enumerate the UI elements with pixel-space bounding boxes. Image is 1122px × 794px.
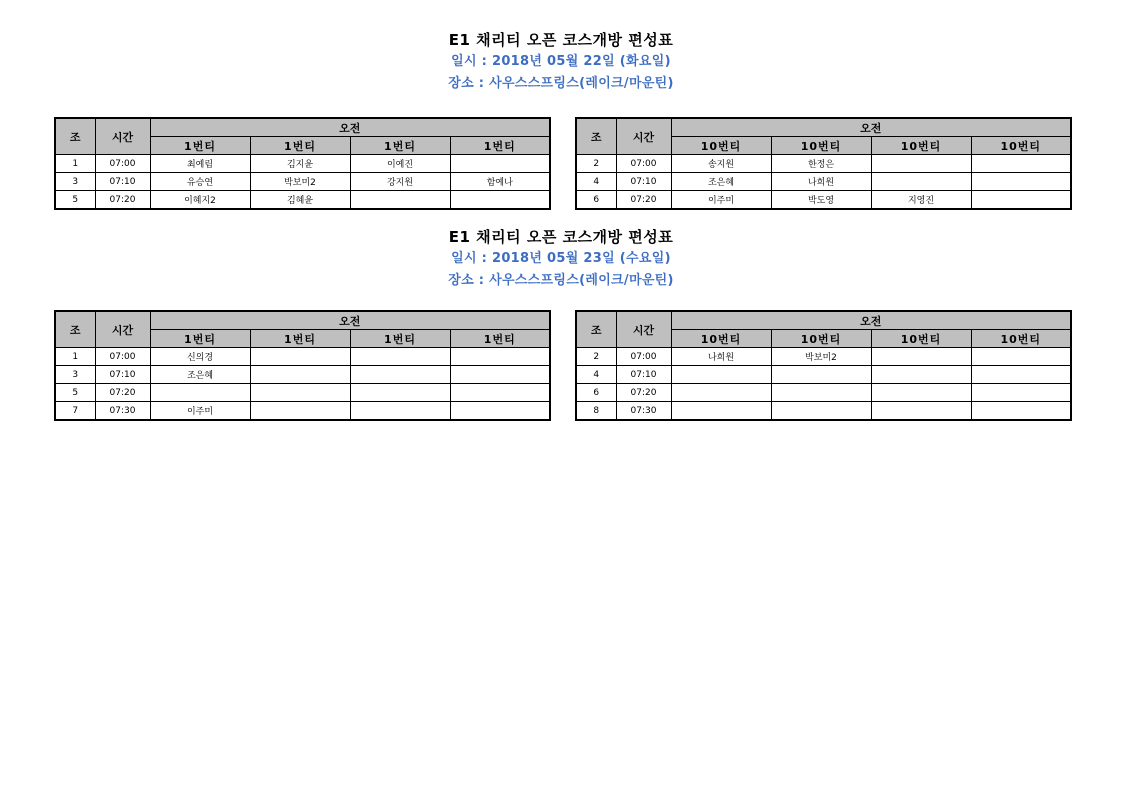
header-session: 오전 [150, 118, 550, 137]
player-cell: 지영진 [871, 191, 971, 210]
table-row [55, 402, 550, 421]
player-cell: 송지원 [671, 155, 771, 173]
group-number-cell: 2 [576, 155, 616, 173]
player-cell [871, 173, 971, 191]
header-time: 시간 [95, 118, 150, 155]
header-tee: 1번티 [150, 137, 250, 155]
player-cell [450, 366, 550, 384]
header-tee: 10번티 [671, 137, 771, 155]
tee-time-cell: 07:00 [616, 155, 671, 173]
table-row [576, 366, 1071, 384]
header-group: 조 [55, 311, 95, 348]
table-row [576, 348, 1071, 366]
player-cell [871, 155, 971, 173]
schedule-table-left [54, 117, 551, 210]
header-time: 시간 [616, 118, 671, 155]
table-row [55, 348, 550, 366]
header-tee: 1번티 [250, 137, 350, 155]
player-cell [450, 191, 550, 210]
player-cell: 박도영 [771, 191, 871, 210]
header-time: 시간 [95, 311, 150, 348]
group-number-cell: 5 [55, 191, 95, 210]
player-cell [671, 366, 771, 384]
header-tee: 10번티 [871, 137, 971, 155]
player-cell [150, 384, 250, 402]
player-cell [250, 366, 350, 384]
player-cell: 박보미2 [771, 348, 871, 366]
player-cell [971, 348, 1071, 366]
player-cell: 최예림 [150, 155, 250, 173]
tee-time-cell: 07:10 [95, 173, 150, 191]
player-cell [450, 348, 550, 366]
player-cell: 김혜윤 [250, 191, 350, 210]
group-number-cell: 3 [55, 366, 95, 384]
group-number-cell: 5 [55, 384, 95, 402]
player-cell [450, 155, 550, 173]
group-number-cell: 2 [576, 348, 616, 366]
player-cell: 이주미 [671, 191, 771, 210]
group-number-cell: 3 [55, 173, 95, 191]
player-cell [671, 402, 771, 421]
header-tee: 10번티 [971, 330, 1071, 348]
header-tee: 1번티 [350, 330, 450, 348]
player-cell [971, 384, 1071, 402]
player-cell [450, 384, 550, 402]
page-title: E1 채리티 오픈 코스개방 편성표 [448, 228, 674, 246]
table-row [55, 366, 550, 384]
player-cell [250, 402, 350, 421]
player-cell: 이예진 [350, 155, 450, 173]
player-cell: 함예나 [450, 173, 550, 191]
header-group: 조 [576, 118, 616, 155]
player-cell: 이주미 [150, 402, 250, 421]
player-cell [350, 384, 450, 402]
tee-time-cell: 07:30 [95, 402, 150, 421]
player-cell: 한정은 [771, 155, 871, 173]
table-row [55, 384, 550, 402]
schedule-table-right [575, 117, 1072, 210]
player-cell [871, 366, 971, 384]
player-cell [350, 402, 450, 421]
group-number-cell: 6 [576, 384, 616, 402]
table-row [576, 155, 1071, 173]
table-row [576, 191, 1071, 210]
player-cell: 조은혜 [150, 366, 250, 384]
tee-time-cell: 07:00 [616, 348, 671, 366]
group-number-cell: 6 [576, 191, 616, 210]
player-cell [350, 366, 450, 384]
group-number-cell: 4 [576, 366, 616, 384]
group-number-cell: 8 [576, 402, 616, 421]
tee-time-cell: 07:00 [95, 348, 150, 366]
player-cell [971, 191, 1071, 210]
player-cell [771, 402, 871, 421]
group-number-cell: 4 [576, 173, 616, 191]
schedule-section-day2 [0, 227, 1122, 417]
header-tee: 10번티 [771, 330, 871, 348]
table-row [576, 173, 1071, 191]
player-cell: 강지원 [350, 173, 450, 191]
header-group: 조 [55, 118, 95, 155]
date-line: 일시 : 2018년 05월 23일 (수요일) [451, 251, 671, 266]
player-cell: 박보미2 [250, 173, 350, 191]
header-session: 오전 [150, 311, 550, 330]
header-time: 시간 [616, 311, 671, 348]
schedule-table-right [575, 310, 1072, 421]
header-group: 조 [576, 311, 616, 348]
player-cell: 김지윤 [250, 155, 350, 173]
table-row [55, 155, 550, 173]
player-cell [871, 348, 971, 366]
header-session: 오전 [671, 118, 1071, 137]
player-cell [771, 384, 871, 402]
player-cell [871, 402, 971, 421]
header-tee: 10번티 [971, 137, 1071, 155]
tee-time-cell: 07:20 [616, 191, 671, 210]
player-cell [971, 366, 1071, 384]
header-tee: 1번티 [150, 330, 250, 348]
table-row [55, 173, 550, 191]
player-cell: 조은혜 [671, 173, 771, 191]
player-cell [450, 402, 550, 421]
group-number-cell: 1 [55, 155, 95, 173]
group-number-cell: 7 [55, 402, 95, 421]
schedule-section-day1 [0, 30, 1122, 206]
player-cell: 나희원 [771, 173, 871, 191]
player-cell: 나희원 [671, 348, 771, 366]
player-cell [971, 155, 1071, 173]
tee-time-cell: 07:20 [95, 384, 150, 402]
header-tee: 1번티 [350, 137, 450, 155]
player-cell: 유승연 [150, 173, 250, 191]
date-line: 일시 : 2018년 05월 22일 (화요일) [451, 54, 671, 69]
player-cell [971, 402, 1071, 421]
tee-time-cell: 07:20 [616, 384, 671, 402]
player-cell [871, 384, 971, 402]
place-line: 장소 : 사우스스프링스(레이크/마운틴) [448, 76, 674, 91]
schedule-table-left [54, 310, 551, 421]
header-tee: 10번티 [771, 137, 871, 155]
player-cell [250, 348, 350, 366]
table-row [576, 384, 1071, 402]
page-title: E1 채리티 오픈 코스개방 편성표 [448, 31, 674, 49]
tee-time-cell: 07:10 [616, 173, 671, 191]
tee-time-cell: 07:20 [95, 191, 150, 210]
player-cell [350, 191, 450, 210]
header-tee: 10번티 [871, 330, 971, 348]
place-line: 장소 : 사우스스프링스(레이크/마운틴) [448, 273, 674, 288]
tee-time-cell: 07:30 [616, 402, 671, 421]
player-cell [350, 348, 450, 366]
header-tee: 10번티 [671, 330, 771, 348]
header-tee: 1번티 [450, 137, 550, 155]
tee-time-cell: 07:10 [95, 366, 150, 384]
player-cell [671, 384, 771, 402]
player-cell: 신의경 [150, 348, 250, 366]
tee-time-cell: 07:00 [95, 155, 150, 173]
player-cell [771, 366, 871, 384]
tee-time-cell: 07:10 [616, 366, 671, 384]
header-tee: 1번티 [250, 330, 350, 348]
player-cell: 이혜지2 [150, 191, 250, 210]
header-session: 오전 [671, 311, 1071, 330]
group-number-cell: 1 [55, 348, 95, 366]
player-cell [250, 384, 350, 402]
header-tee: 1번티 [450, 330, 550, 348]
player-cell [971, 173, 1071, 191]
table-row [55, 191, 550, 210]
table-row [576, 402, 1071, 421]
